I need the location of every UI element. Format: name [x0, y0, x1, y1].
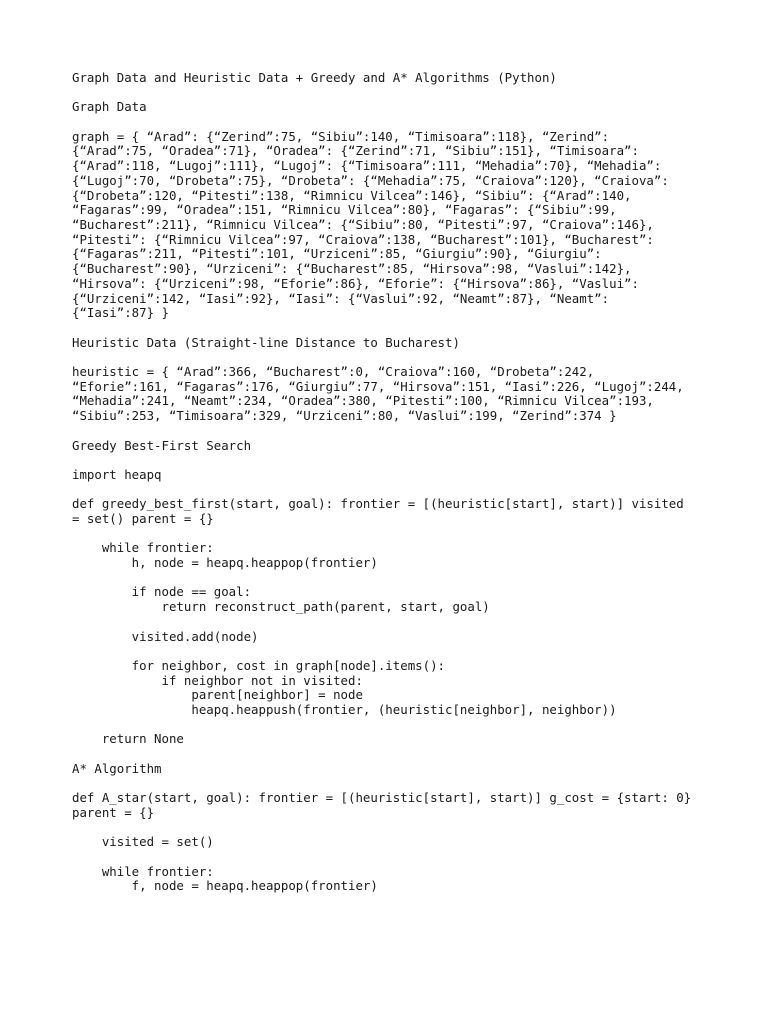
heuristic-data-text: heuristic = { “Arad”:366, “Bucharest”:0, “Craiova”:160, “Drobeta”:242, “Eforie”:161, “Fagaras”:176, “Giurgiu”:77, “Hirsova”:151, “Iasi”:226, “Lugoj”:244, “Mehadia”:241, “Neamt”:234, “Oradea”:380, “Pitesti”:100, “Rimnicu Vilcea”:193, “Sibiu”:253, “Timisoara”:329, “Urziceni”:80, “Vaslui”:199, “Zerind”:374 } [72, 364, 684, 424]
greedy-search-heading: Greedy Best-First Search [72, 437, 252, 453]
astar-while-loop: while frontier: f, node = heapq.heappop(frontier) [101, 863, 378, 894]
graph-data-text: graph = { “Arad”: {“Zerind”:75, “Sibiu”:140, “Timisoara”:118}, “Zerind”: {“Arad”:75, “Oradea”:71}, “Oradea”: {“Zerind”:71, “Sibiu”:151}, “Timisoara”: {“Arad”:118, “Lugoj”:111}, “Lugoj”: {“Timisoara”:111, “Mehadia”:70}, “Mehadia”: {“Lugoj”:70, “Drobeta”:75}, “Drobeta”: {“Mehadia”:75, “Craiova”:120}, “Craiova”: {“Drobeta”:120, “Pitesti”:138, “Rimnicu Vilcea”:146}, “Sibiu”: {“Arad”:140, “Fagaras”:99, “Oradea”:151, “Rimnicu Vilcea”:80}, “Fagaras”: {“Sibiu”:99, “Bucharest”:211}, “Rimnicu Vilcea”: {“Sibiu”:80, “Pitesti”:97, “Craiova”:146}, “Pitesti”: {“Rimnicu Vilcea”:97, “Craiova”:138, “Bucharest”:101}, “Bucharest”: {“Fagaras”:211, “Pitesti”:101, “Urziceni”:85, “Giurgiu”:90}, “Giurgiu”: {“Bucharest”:90}, “Urziceni”: {“Bucharest”:85, “Hirsova”:98, “Vaslui”:142}, “Hirsova”: {“Urziceni”:98, “Eforie”:86}, “Eforie”: {“Hirsova”:86}, “Vaslui”: {“Urziceni”:142, “Iasi”:92}, “Iasi”: {“Vaslui”:92, “Neamt”:87}, “Neamt”: {“Iasi”:87} } [72, 128, 669, 321]
greedy-neighbor-loop: for neighbor, cost in graph[node].items(): if neighbor not in visited: parent[neighbor] = node heapq.heappush(frontier, (heuristic[neighbor], neighbor)) [131, 657, 617, 718]
import-statement: import heapq [72, 466, 162, 482]
greedy-return-none: return None [72, 731, 184, 747]
astar-function-definition: def A_star(start, goal): frontier = [(heuristic[start], start)] g_cost = {start: 0} parent = {} [72, 790, 692, 820]
greedy-visited-add: visited.add(node) [72, 628, 259, 644]
document-page [72, 71, 692, 909]
astar-visited-init: visited = set() [72, 834, 214, 850]
astar-heading: A* Algorithm [72, 760, 162, 776]
greedy-goal-check: if node == goal: return reconstruct_path(parent, start, goal) [131, 584, 490, 615]
document-title: Graph Data and Heuristic Data + Greedy and A* Algorithms (Python) [72, 70, 557, 85]
greedy-while-loop: while frontier: h, node = heapq.heappop(frontier) [101, 540, 378, 571]
greedy-function-definition: def greedy_best_first(start, goal): frontier = [(heuristic[start], start)] visited = set() parent = {} [72, 496, 684, 526]
graph-data-heading: Graph Data [72, 99, 147, 115]
heuristic-data-heading: Heuristic Data (Straight-line Distance to Bucharest) [72, 334, 460, 350]
